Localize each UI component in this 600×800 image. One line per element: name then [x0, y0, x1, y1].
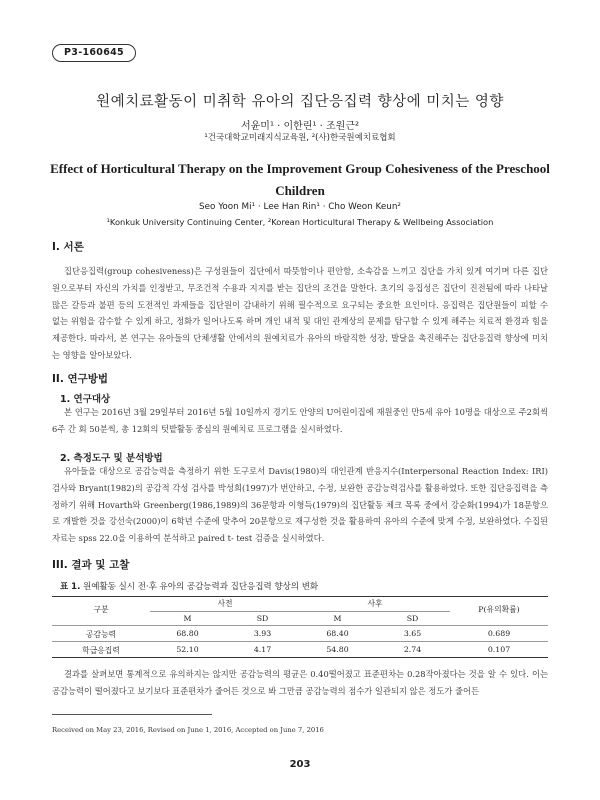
footnote-received: Received on May 23, 2016, Revised on June 1, 2016, Accepted on June 7, 2016 — [52, 726, 324, 734]
subsection-heading-instruments: 2. 측정도구 및 분석방법 — [60, 453, 163, 464]
results-paragraph: 결과를 살펴보면 통계적으로 유의하지는 않지만 공감능력의 평균은 0.40떨어졌고 표준편차는 0.28작아졌다는 것을 알 수 있다. 이는 공감능력이 떨어졌다고 보기보다 표준편차가 줄어든 것으로 봐 그만큼 공감능력의 점수가 일관되지 않은 정도가 줄어든 — [52, 669, 548, 696]
subjects-paragraph: 본 연구는 2016년 3월 29일부터 2016년 5월 10일까지 경기도 안양의 U어린이집에 재원중인 만5세 유아 10명을 대상으로 주2회씩 6주 간 회 50분씩, 총 12회의 텃밭활동 중심의 원예치료 프로그램을 실시하였다. — [52, 407, 548, 434]
footnote-rule — [52, 714, 212, 715]
authors-korean: 서윤미¹ · 이한린¹ · 조원근² — [240, 121, 360, 132]
table-cell: 0.107 — [487, 645, 511, 654]
table-header-pre-sd: SD — [256, 614, 269, 623]
table-cell: 3.65 — [403, 629, 422, 638]
table-cell: 0.689 — [487, 629, 511, 638]
table-top-rule — [52, 596, 548, 597]
table-caption — [60, 580, 318, 592]
section-heading-introduction: I. 서론 — [52, 241, 84, 253]
affiliations-english: ¹Konkuk University Continuing Center, ²Korean Horticultural Therapy & Wellbeing Association — [106, 217, 494, 227]
title-english: Effect of Horticultural Therapy on the Improvement Group Cohesiveness of the Preschool Children — [50, 161, 550, 198]
table-cell: 54.80 — [326, 645, 349, 654]
table-cell: 68.40 — [326, 629, 349, 638]
section-heading-methods: II. 연구방법 — [52, 373, 109, 385]
table-cell: 3.93 — [253, 629, 272, 638]
table-header-group: 구분 — [93, 605, 109, 614]
table-cell: 4.17 — [253, 645, 272, 654]
table-header-pre-m: M — [183, 614, 192, 623]
paper-id-badge: P3-160645 — [52, 44, 136, 62]
affiliations-korean: ¹건국대학교미래지식교육원, ²(사)한국원예치료협회 — [204, 133, 396, 143]
table-header-rule — [52, 625, 548, 626]
introduction-paragraph: 집단응집력(group cohesiveness)은 구성원들이 집단에서 따뜻함이나 편안함, 소속감을 느끼고 집단을 가치 있게 여기며 다른 집단원으로부터 자신의 가치를 인정받고, 무조건적 수용과 지지를 받는 집단의 조건을 말한다. 초기의 응집성은 집단이 진전됨에 따라 나타날 많은 갈등과 불편 등의 도전적인 과제들을 집단원이 감내하기 위해 필수적으로 요구되는 중요한 요인이다. 응집력은 집단원들이 피할 수 없는 위험을 감수할 수 있게 하고, 정화가 일어나도록 하며 개인 내적 및 대인 관계상의 문제를 탐구할 수 있게 해주는 치료적 환경과 힘을 제공한다. 따라서, 본 연구는 유아들의 단체생활 안에서의 원예치료가 유아의 바람직한 성장, 발달을 촉진해주는 집단응집력 향상에 미치는 영향을 알아보았다. — [52, 266, 548, 360]
table-header-post-m: M — [333, 614, 342, 623]
table-row-rule — [52, 641, 548, 642]
page-number: 203 — [289, 759, 311, 770]
authors-english: Seo Yoon Mi¹ · Lee Han Rin¹ · Cho Weon Keun² — [199, 202, 401, 212]
title-korean: 원예치료활동이 미취학 유아의 집단응집력 향상에 미치는 영향 — [96, 94, 504, 110]
section-heading-results: III. 결과 및 고찰 — [52, 559, 130, 571]
table-cell: 52.10 — [176, 645, 199, 654]
table-caption-prefix: 표 1. — [60, 582, 81, 592]
table-cell: 2.74 — [403, 645, 422, 654]
table-header-post: 사후 — [367, 599, 383, 608]
table-bottom-rule — [52, 657, 548, 658]
table-caption-text: 원예활동 실시 전·후 유아의 공감능력과 집단응집력 향상의 변화 — [83, 582, 319, 592]
table-header-post-sd: SD — [406, 614, 419, 623]
table-row-label: 학급응집력 — [82, 646, 120, 655]
table-mid-rule — [150, 611, 450, 612]
table-header-p: P(유의확률) — [478, 605, 520, 614]
table-cell: 68.80 — [176, 629, 199, 638]
instruments-paragraph: 유아들을 대상으로 공감능력을 측정하기 위한 도구로서 Davis(1980)의 대인관계 반응지수(Interpersonal Reaction Index: IRI)검사와 Bryant(1982)의 공감적 각성 검사를 박성희(1997)가 번안하고, 수정, 보완한 공감능력검사를 활용하였다. 또한 집단응집력을 측정하기 위해 Hovarth와 Greenberg(1986,1989)의 36문항과 이형득(1979)의 집단활동 체크 목록 중에서 강순화(1994)가 18문항으로 개발한 것을 강선숙(2000)이 6학년 수준에 맞추어 20문항으로 재구성한 것을 활용하여 유아의 수준에 맞게 수정, 보완하였다. 수집된 자료는 spss 22.0을 이용하여 분석하고 paired t- test 검증을 실시하였다. — [52, 466, 548, 544]
table-header-pre: 사전 — [217, 599, 233, 608]
subsection-heading-subjects: 1. 연구대상 — [60, 394, 111, 405]
table-row-label: 공감능력 — [85, 630, 117, 639]
